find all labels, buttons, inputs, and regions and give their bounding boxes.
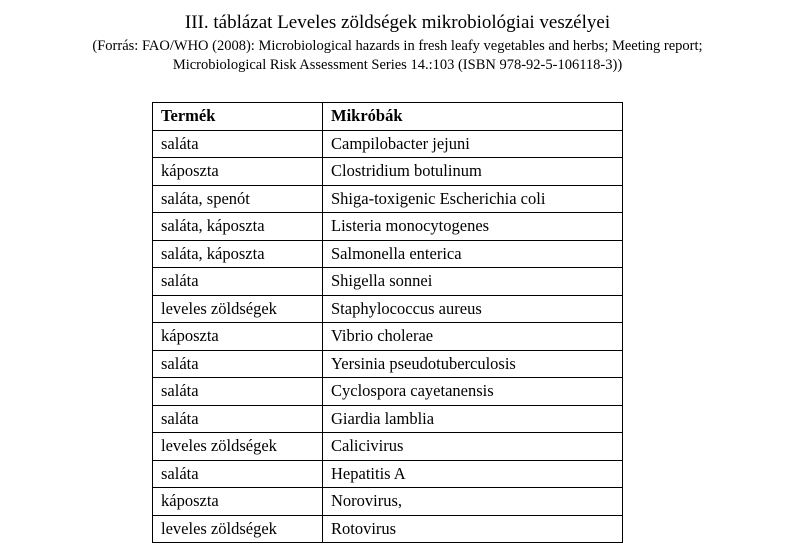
product-cell: saláta <box>153 460 323 488</box>
source-line-1: (Forrás: FAO/WHO (2008): Microbiological hazards in fresh leafy vegetables and herbs; Meeting report; <box>92 38 703 54</box>
microbe-cell: Giardia lamblia <box>323 405 623 433</box>
table-row <box>153 240 623 268</box>
product-cell: saláta <box>153 268 323 296</box>
product-cell: saláta, káposzta <box>153 213 323 241</box>
microbe-cell: Shiga-toxigenic Escherichia coli <box>323 185 623 213</box>
table-row <box>153 158 623 186</box>
table-row <box>153 350 623 378</box>
table-title: III. táblázat Leveles zöldségek mikrobiológiai veszélyei <box>184 12 611 33</box>
product-cell: saláta <box>153 405 323 433</box>
microbe-cell: Staphylococcus aureus <box>323 295 623 323</box>
table-row <box>153 488 623 516</box>
microbe-cell: Salmonella enterica <box>323 240 623 268</box>
product-cell: káposzta <box>153 488 323 516</box>
product-cell: saláta, káposzta <box>153 240 323 268</box>
product-cell: saláta, spenót <box>153 185 323 213</box>
product-cell: káposzta <box>153 323 323 351</box>
microbe-cell: Cyclospora cayetanensis <box>323 378 623 406</box>
microbe-cell: Norovirus, <box>323 488 623 516</box>
table-row <box>153 378 623 406</box>
table-row <box>153 405 623 433</box>
microbe-cell: Vibrio cholerae <box>323 323 623 351</box>
product-cell: leveles zöldségek <box>153 433 323 461</box>
header-product: Termék <box>153 103 323 131</box>
table-row <box>153 268 623 296</box>
microbe-cell: Hepatitis A <box>323 460 623 488</box>
microbe-cell: Campilobacter jejuni <box>323 130 623 158</box>
table-body <box>153 130 623 543</box>
hazards-table <box>152 102 623 543</box>
table-row <box>153 295 623 323</box>
table-row <box>153 185 623 213</box>
source-line-2: Microbiological Risk Assessment Series 14.:103 (ISBN 978-92-5-106118-3)) <box>172 57 623 73</box>
product-cell: saláta <box>153 378 323 406</box>
microbe-cell: Yersinia pseudotuberculosis <box>323 350 623 378</box>
microbe-cell: Clostridium botulinum <box>323 158 623 186</box>
table-row <box>153 515 623 543</box>
product-cell: leveles zöldségek <box>153 295 323 323</box>
microbe-cell: Shigella sonnei <box>323 268 623 296</box>
microbe-cell: Rotovirus <box>323 515 623 543</box>
microbe-cell: Listeria monocytogenes <box>323 213 623 241</box>
table-header-row <box>153 103 623 131</box>
product-cell: saláta <box>153 350 323 378</box>
microbe-cell: Calicivirus <box>323 433 623 461</box>
header-microbes: Mikróbák <box>323 103 623 131</box>
table-row <box>153 323 623 351</box>
product-cell: saláta <box>153 130 323 158</box>
product-cell: káposzta <box>153 158 323 186</box>
product-cell: leveles zöldségek <box>153 515 323 543</box>
table-row <box>153 213 623 241</box>
table-row <box>153 130 623 158</box>
table-row <box>153 433 623 461</box>
source-citation <box>0 37 795 75</box>
table-row <box>153 460 623 488</box>
